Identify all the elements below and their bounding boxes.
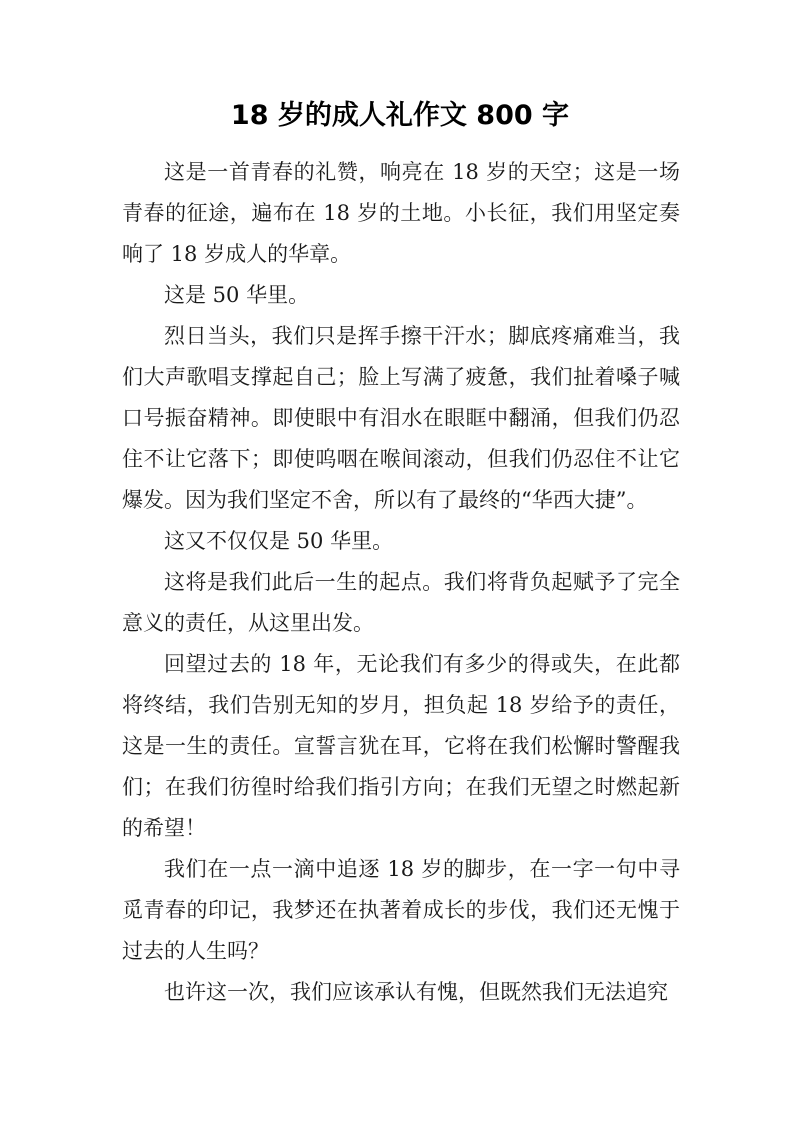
paragraph: 也许这一次，我们应该承认有愧，但既然我们无法追究 — [164, 980, 668, 1004]
document-body — [122, 152, 680, 1013]
paragraph: 这将是我们此后一生的起点。我们将背负起赋予了完全意义的责任，从这里出发。 — [122, 570, 680, 635]
paragraph: 烈日当头，我们只是挥手擦干汗水；脚底疼痛难当，我们大声歌唱支撑起自己；脸上写满了疲惫，我们扯着嗓子喊口号振奋精神。即使眼中有泪水在眼眶中翻涌，但我们仍忍住不让它落下；即使呜咽在喉间滚动，但我们仍忍住不让它爆发。因为我们坚定不舍，所以有了最终的“华西大捷”。 — [122, 324, 680, 512]
paragraph: 我们在一点一滴中追逐 18 岁的脚步，在一字一句中寻觅青春的印记，我梦还在执著着成长的步伐，我们还无愧于过去的人生吗？ — [122, 857, 680, 963]
document-title: 18 岁的成人礼作文 800 字 — [230, 100, 570, 131]
paragraph: 这是 50 华里。 — [164, 283, 310, 307]
paragraph: 这是一首青春的礼赞，响亮在 18 岁的天空；这是一场青春的征途，遍布在 18 岁的土地。小长征，我们用坚定奏响了 18 岁成人的华章。 — [122, 160, 680, 266]
paragraph: 回望过去的 18 年，无论我们有多少的得或失，在此都将终结，我们告别无知的岁月，担负起 18 岁给予的责任，这是一生的责任。宣誓言犹在耳，它将在我们松懈时警醒我们；在我们彷徨时给我们指引方向；在我们无望之时燃起新的希望！ — [122, 652, 680, 840]
paragraph: 这又不仅仅是 50 华里。 — [164, 529, 394, 553]
